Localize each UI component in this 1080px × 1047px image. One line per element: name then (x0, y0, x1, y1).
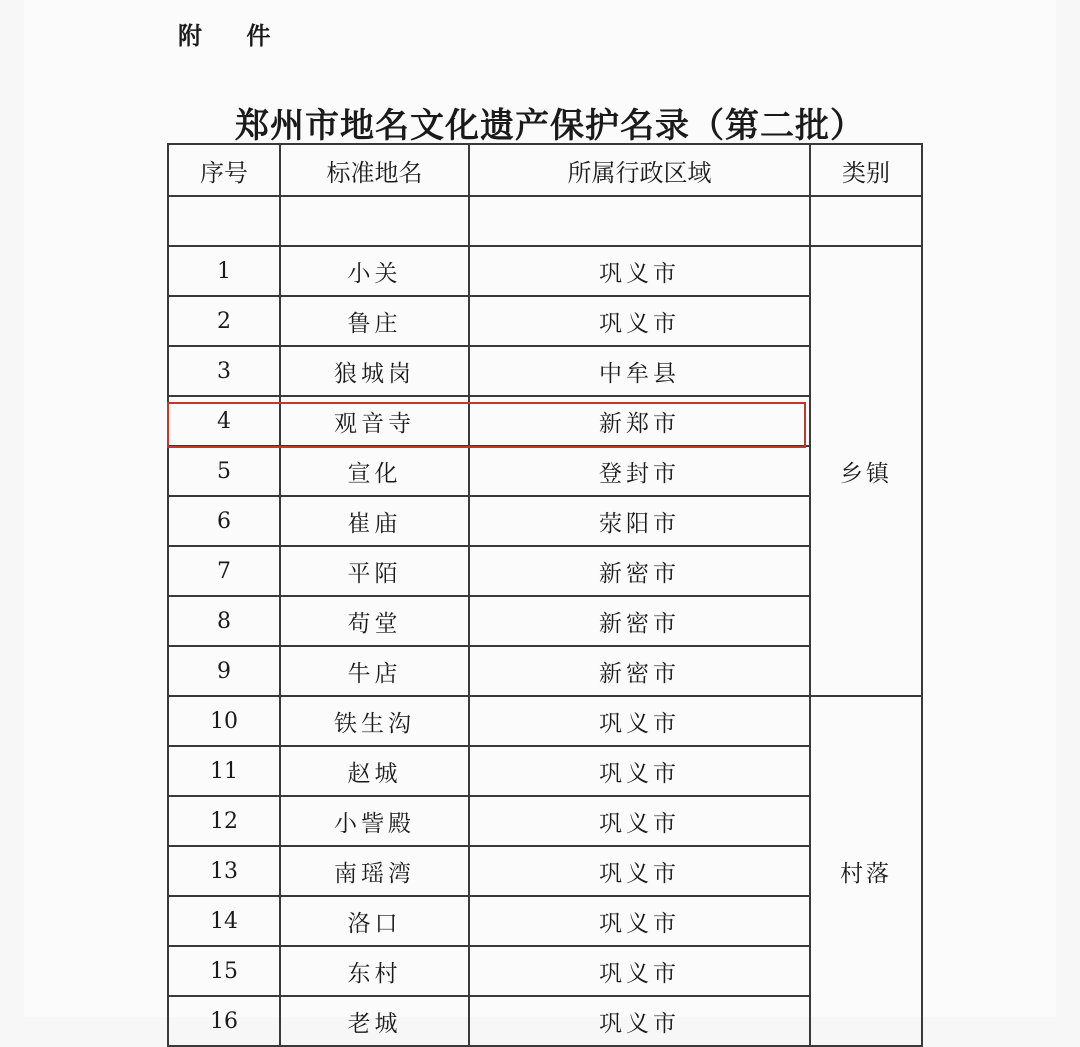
row-number: 16 (168, 996, 280, 1046)
admin-region: 新密市 (469, 646, 810, 696)
row-number: 7 (168, 546, 280, 596)
table-row (168, 946, 922, 996)
row-number: 10 (168, 696, 280, 746)
place-name: 平陌 (280, 546, 469, 596)
table-row (168, 496, 922, 546)
admin-region: 巩义市 (469, 246, 810, 296)
table-row (168, 696, 922, 746)
table-row (168, 796, 922, 846)
table-row (168, 296, 922, 346)
row-number: 12 (168, 796, 280, 846)
heritage-roster-table (167, 143, 923, 1047)
category-cell-village: 村落 (810, 696, 922, 1046)
column-header-name: 标准地名 (280, 144, 469, 196)
place-name: 小关 (280, 246, 469, 296)
table-row (168, 996, 922, 1046)
admin-region: 新密市 (469, 596, 810, 646)
admin-region: 巩义市 (469, 896, 810, 946)
place-name: 观音寺 (280, 396, 469, 446)
admin-region: 新郑市 (469, 396, 810, 446)
place-name: 洛口 (280, 896, 469, 946)
row-number: 1 (168, 246, 280, 296)
table-row (168, 396, 922, 446)
table-row (168, 346, 922, 396)
row-number: 11 (168, 746, 280, 796)
admin-region: 登封市 (469, 446, 810, 496)
admin-region: 巩义市 (469, 846, 810, 896)
place-name: 东村 (280, 946, 469, 996)
admin-region: 巩义市 (469, 996, 810, 1046)
table-row (168, 646, 922, 696)
row-number: 4 (168, 396, 280, 446)
place-name: 鲁庄 (280, 296, 469, 346)
table-row (168, 246, 922, 296)
row-number: 6 (168, 496, 280, 546)
row-number: 3 (168, 346, 280, 396)
header-gap (168, 196, 922, 246)
place-name: 牛店 (280, 646, 469, 696)
category-cell-township: 乡镇 (810, 246, 922, 696)
place-name: 狼城岗 (280, 346, 469, 396)
table-row (168, 746, 922, 796)
column-header-number: 序号 (168, 144, 280, 196)
admin-region: 巩义市 (469, 696, 810, 746)
admin-region: 巩义市 (469, 796, 810, 846)
admin-region: 荥阳市 (469, 496, 810, 546)
table-row (168, 596, 922, 646)
row-number: 14 (168, 896, 280, 946)
admin-region: 中牟县 (469, 346, 810, 396)
place-name: 南瑶湾 (280, 846, 469, 896)
row-number: 13 (168, 846, 280, 896)
row-number: 9 (168, 646, 280, 696)
row-number: 5 (168, 446, 280, 496)
admin-region: 巩义市 (469, 746, 810, 796)
place-name: 宣化 (280, 446, 469, 496)
place-name: 小訾殿 (280, 796, 469, 846)
place-name: 崔庙 (280, 496, 469, 546)
row-number: 15 (168, 946, 280, 996)
place-name: 老城 (280, 996, 469, 1046)
place-name: 赵城 (280, 746, 469, 796)
table-header-row (168, 144, 922, 196)
row-number: 8 (168, 596, 280, 646)
column-header-region: 所属行政区域 (469, 144, 810, 196)
table-row-highlighted (168, 446, 922, 496)
document-title: 郑州市地名文化遗产保护名录（第二批） (235, 106, 865, 146)
table-row (168, 846, 922, 896)
admin-region: 巩义市 (469, 946, 810, 996)
table-row (168, 896, 922, 946)
column-header-category: 类别 (810, 144, 922, 196)
attachment-label: 附 件 (178, 22, 289, 50)
admin-region: 新密市 (469, 546, 810, 596)
place-name: 铁生沟 (280, 696, 469, 746)
table-row (168, 546, 922, 596)
row-number: 2 (168, 296, 280, 346)
place-name: 苟堂 (280, 596, 469, 646)
admin-region: 巩义市 (469, 296, 810, 346)
